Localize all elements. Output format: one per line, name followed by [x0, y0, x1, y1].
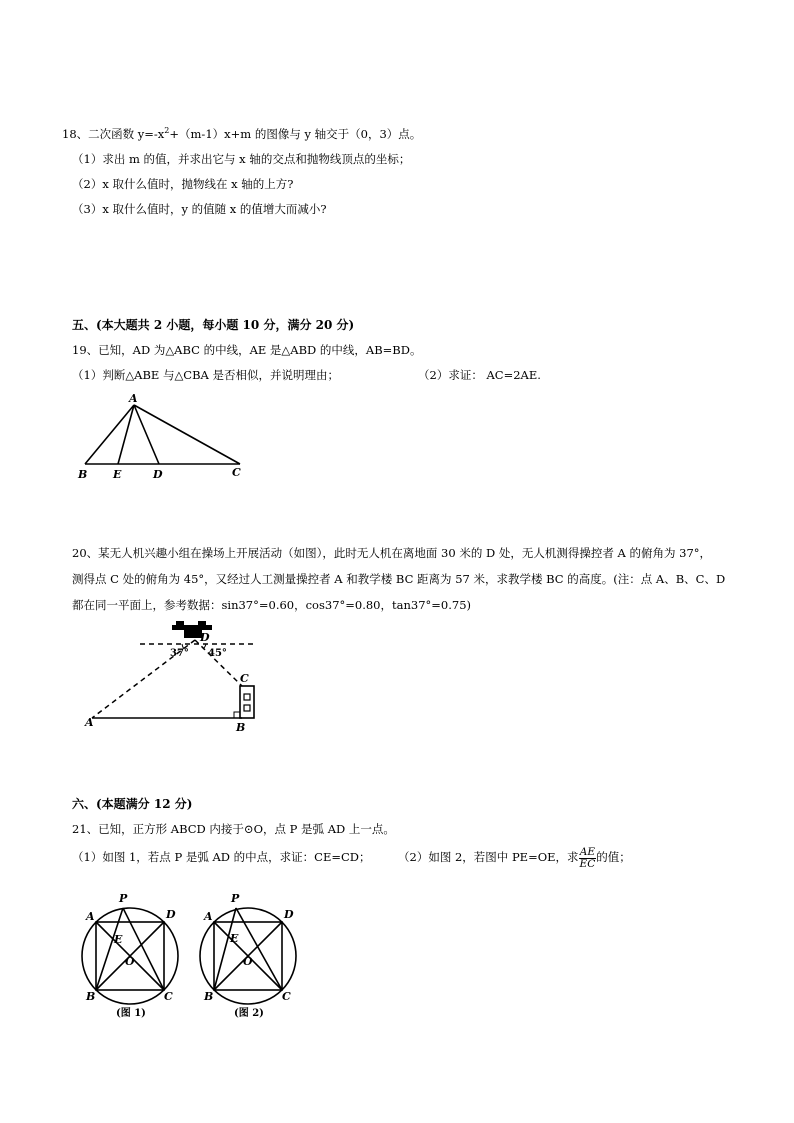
q19-triangle-figure — [70, 390, 260, 485]
q20-angle-45: 45° — [208, 648, 227, 659]
q20-label-a: A — [85, 716, 94, 729]
q18-part3: （3）x 取什么值时，y 的值随 x 的值增大而减小? — [72, 202, 327, 216]
q20-line3: 都在同一平面上，参考数据：sin37°=0.60，cos37°=0.80，tan37°=0.75) — [72, 598, 471, 612]
section-6-title: 六、(本题满分 12 分) — [72, 797, 193, 811]
q18-stem: 18、二次函数 $y=-x^2+(m-1)x+m$ 的图像与 y 轴交于（0，3）点。 — [62, 126, 422, 141]
q19-label-a: A — [129, 392, 138, 405]
q21-part1: （1）如图 1，若点 P 是弧 AD 的中点，求证：CE=CD； — [72, 850, 371, 864]
q19-label-d: D — [153, 468, 163, 481]
q18-part1: （1）求出 m 的值，并求出它与 x 轴的交点和抛物线顶点的坐标； — [72, 152, 411, 166]
fig1-label-b: B — [86, 990, 96, 1003]
q21-part2: （2）如图 2，若图中 PE=OE，求 $\frac{AE}{EC}$ 的值； — [398, 845, 631, 870]
q19-stem: 19、已知，AD 为△ABC 的中线，AE 是△ABD 的中线，AB=BD。 — [72, 343, 422, 357]
q21-figure-2 — [196, 890, 306, 1020]
fig2-label-e: E — [230, 932, 239, 945]
q18-part2: （2）x 取什么值时，抛物线在 x 轴的上方? — [72, 177, 294, 191]
fig1-label-a: A — [86, 910, 95, 923]
fig2-label-p: P — [231, 892, 240, 905]
fraction-ae-ec: $\frac{AE}{EC}$ — [579, 845, 596, 870]
q20-line2: 测得点 C 处的俯角为 45°，又经过人工测量操控者 A 和教学楼 BC 距离为 57 米，求教学楼 BC 的高度。(注：点 A、B、C、D — [72, 572, 726, 586]
q20-label-c: C — [240, 672, 249, 685]
fig1-label-c: C — [164, 990, 173, 1003]
q20-line1: 20、某无人机兴趣小组在操场上开展活动（如图），此时无人机在离地面 30 米的 D 处，无人机测得操控者 A 的俯角为 37°， — [72, 546, 712, 560]
q21-figure-1 — [78, 890, 188, 1020]
fig2-caption: (图 2) — [234, 1008, 264, 1019]
fig1-label-p: P — [119, 892, 128, 905]
fig2-label-d: D — [284, 908, 294, 921]
fig1-caption: (图 1) — [116, 1008, 146, 1019]
school-building — [240, 686, 254, 718]
section-5-title: 五、(本大题共 2 小题，每小题 10 分，满分 20 分) — [72, 318, 355, 332]
q20-angle-37: 37° — [170, 648, 189, 659]
fig1-label-e: E — [114, 933, 123, 946]
q21-stem: 21、已知，正方形 ABCD 内接于⊙O，点 P 是弧 AD 上一点。 — [72, 822, 395, 836]
q20-label-b: B — [236, 721, 246, 734]
q20-drone-figure — [80, 618, 270, 736]
fig2-label-o: O — [243, 955, 253, 968]
q20-label-d: D — [200, 631, 210, 644]
fig1-label-o: O — [125, 955, 135, 968]
fig2-label-a: A — [204, 910, 213, 923]
fig2-label-b: B — [204, 990, 214, 1003]
fig1-label-d: D — [166, 908, 176, 921]
q19-label-e: E — [113, 468, 122, 481]
fig2-label-c: C — [282, 990, 291, 1003]
q19-part2: （2）求证： AC=2AE. — [418, 368, 541, 382]
q19-label-b: B — [78, 468, 88, 481]
q19-label-c: C — [232, 466, 241, 479]
q19-part1: （1）判断△ABE 与△CBA 是否相似，并说明理由； — [72, 368, 340, 382]
